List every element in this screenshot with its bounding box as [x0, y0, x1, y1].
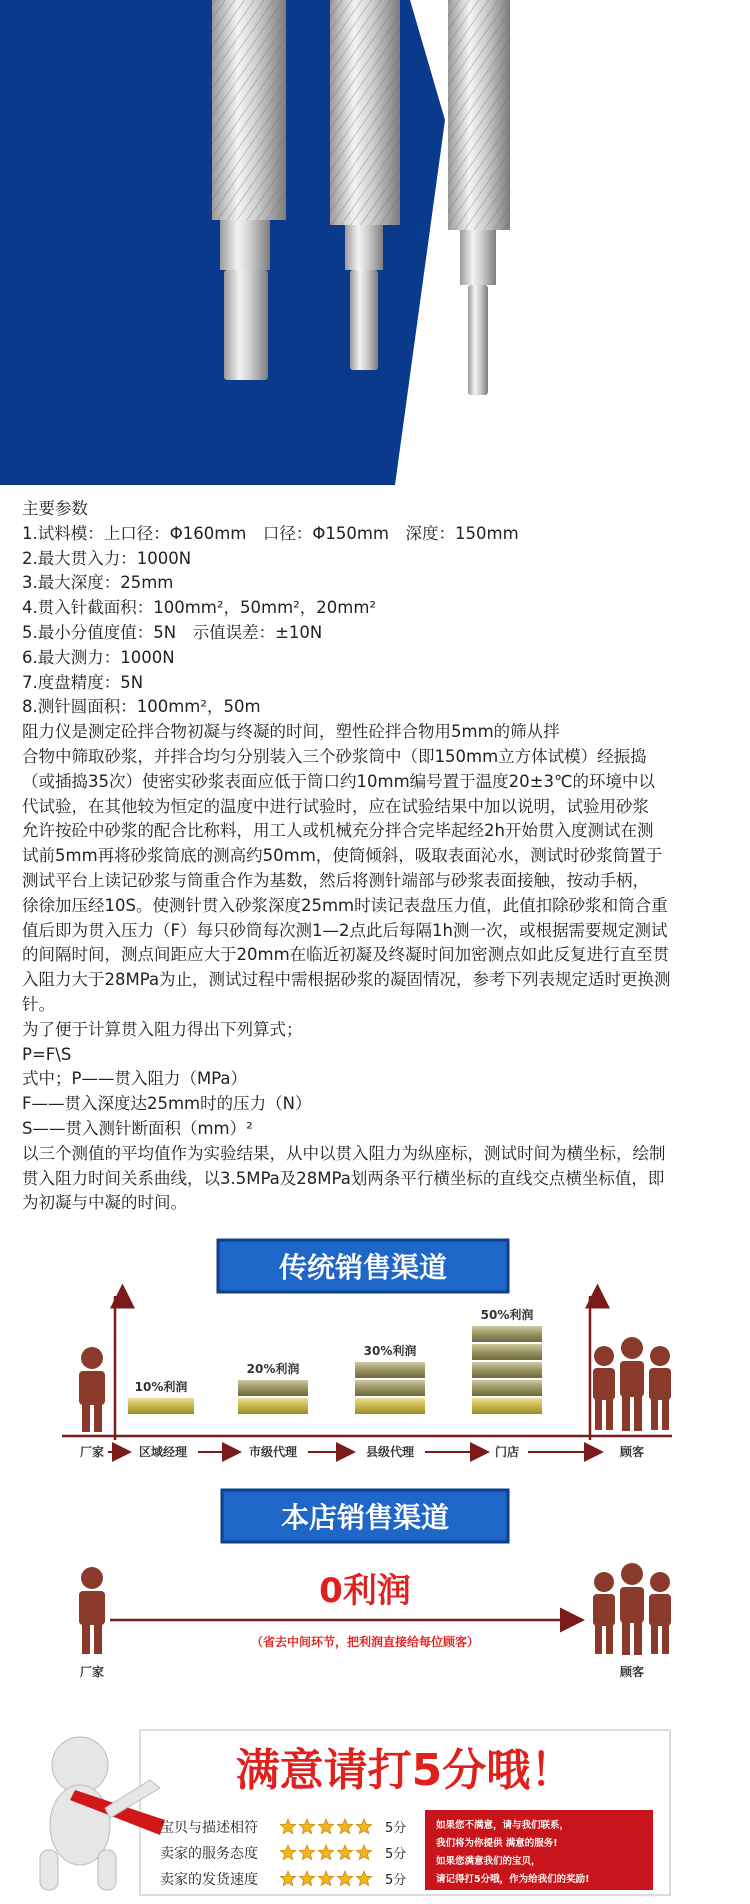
profit-stack-10 — [128, 1398, 194, 1414]
formula-line: 式中；P——贯入阻力（MPa） — [22, 1069, 248, 1089]
profit-stack-50 — [472, 1326, 542, 1414]
desc-line: （或插捣35次）使密实砂浆表面应低于筒口约10mm编号置于温度20±3℃的环境中以 — [22, 771, 655, 791]
node-label: 门店 — [494, 1445, 520, 1459]
node-label: 厂家 — [79, 1445, 105, 1459]
node-label: 市级代理 — [248, 1445, 298, 1459]
customers-group-icon — [593, 1563, 671, 1655]
notice-line: 如果您满意我们的宝贝， — [436, 1856, 541, 1867]
profit-stack-30 — [355, 1362, 425, 1414]
rating-label: 卖家的发货速度 — [160, 1872, 258, 1888]
ours-title: 本店销售渠道 — [280, 1501, 450, 1534]
rating-label: 卖家的服务态度 — [160, 1846, 258, 1862]
channel-diagram — [0, 1230, 750, 1710]
rating-score: 5分 — [385, 1847, 407, 1862]
factory-label: 厂家 — [79, 1665, 105, 1679]
desc-line: 测试平台上读记砂浆与筒重合作为基数，然后将测针端部与砂浆表面接触，按动手柄， — [22, 870, 649, 890]
profit-label: 30%利润 — [363, 1344, 417, 1358]
desc-line: 阻力仪是测定砼拌合物初凝与终凝的时间，塑性砼拌合物用5mm的筛从拌 — [22, 722, 560, 742]
param-line: 7.度盘精度：5N — [22, 672, 144, 692]
needles-photo — [0, 0, 750, 485]
needle-small — [448, 0, 510, 395]
result-line: 贯入阻力时间关系曲线，以3.5MPa及28MPa划两条平行横坐标的直线交点横坐标值，即 — [22, 1168, 665, 1188]
profit-label: 20%利润 — [246, 1362, 300, 1376]
formula-line: F——贯入深度达25mm时的压力（N） — [22, 1094, 312, 1114]
notice-line: 如果您不满意，请与我们联系， — [436, 1820, 570, 1831]
node-label: 区域经理 — [138, 1445, 188, 1459]
product-hero-image — [0, 0, 750, 485]
param-line: 1.试料模：上口径：Φ160mm 口径：Φ150mm 深度：150mm — [22, 523, 519, 543]
sales-channel-section — [0, 1230, 750, 1710]
desc-line: 徐徐加压经10S。使测针贯入砂浆深度25mm时读记表盘压力值，此值扣除砂浆和筒合重 — [22, 895, 668, 915]
profit-label: 10%利润 — [134, 1380, 188, 1394]
profit-label: 50%利润 — [480, 1308, 534, 1322]
rating-score: 5分 — [385, 1821, 407, 1836]
notice-line: 我们将为你提供 满意的服务! — [436, 1838, 558, 1849]
params-heading: 主要参数 — [22, 499, 88, 518]
param-line: 4.贯入针截面积：100mm²，50mm²，20mm² — [22, 598, 377, 618]
node-label: 县级代理 — [365, 1445, 415, 1459]
param-line: 6.最大测力：1000N — [22, 647, 175, 667]
desc-line: 合物中筛取砂浆，并拌合均匀分别装入三个砂浆筒中（即150mm立方体试模）经振捣 — [22, 746, 647, 766]
formula-line: P=F\S — [22, 1044, 72, 1064]
rating-banner — [0, 1720, 750, 1900]
rating-score: 5分 — [385, 1873, 407, 1888]
desc-line: 值后即为贯入压力（F）每只砂筒每次测1—2点此后每隔1h测一次，或根据需要规定测试 — [22, 920, 668, 940]
factory-person-icon — [79, 1347, 105, 1432]
desc-line: 入阻力大于28MPa为止，测试过程中需根据砂浆的凝固情况，参考下列表规定适时更换测 — [22, 970, 671, 990]
desc-line: 的间隔时间，测点间距应大于20mm在临近初凝及终凝时间加密测点如此反复进行直至贯 — [22, 945, 670, 965]
formula-line: 为了便于计算贯入阻力得出下列算式； — [22, 1019, 303, 1039]
rating-label: 宝贝与描述相符 — [160, 1820, 258, 1836]
rating-headline: 满意请打5分哦！ — [235, 1745, 575, 1796]
desc-line: 试前5mm再将砂浆筒底的测高约50mm，使筒倾斜，吸取表面沁水，测试时砂浆筒置于 — [22, 846, 663, 866]
desc-line: 允许按砼中砂浆的配合比称料，用工人或机械充分拌合完毕起经2h开始贯入度测试在测 — [22, 821, 654, 841]
desc-line: 代试验，在其他较为恒定的温度中进行试验时，应在试验结果中加以说明，试验用砂浆 — [22, 796, 649, 816]
desc-line: 针。 — [22, 994, 55, 1014]
param-line: 8.测针圆面积：100mm²，50m — [22, 697, 261, 717]
parameters-section — [22, 497, 734, 1216]
customers-group-icon — [593, 1337, 671, 1431]
factory-person-icon — [79, 1567, 105, 1654]
param-line: 5.最小分值度值：5N 示值误差：±10N — [22, 622, 323, 642]
param-line: 2.最大贯入力：1000N — [22, 548, 192, 568]
customer-label: 顾客 — [619, 1665, 645, 1679]
formula-line: S——贯入测针断面积（mm）² — [22, 1118, 253, 1138]
param-line: 3.最大深度：25mm — [22, 573, 174, 593]
direct-note: （省去中间环节，把利润直接给每位顾客） — [250, 1635, 480, 1649]
traditional-title: 传统销售渠道 — [278, 1251, 448, 1284]
result-line: 以三个测值的平均值作为实验结果，从中以贯入阻力为纵座标，测试时间为横坐标，绘制 — [22, 1143, 666, 1163]
node-label: 顾客 — [619, 1445, 645, 1459]
profit-stack-20 — [238, 1380, 308, 1414]
notice-line: 请记得打5分哦，作为给我们的奖励! — [436, 1874, 590, 1885]
zero-profit: 0利润 — [319, 1571, 411, 1611]
rating-graphic — [0, 1720, 750, 1900]
result-line: 为初凝与中凝的时间。 — [22, 1193, 187, 1213]
